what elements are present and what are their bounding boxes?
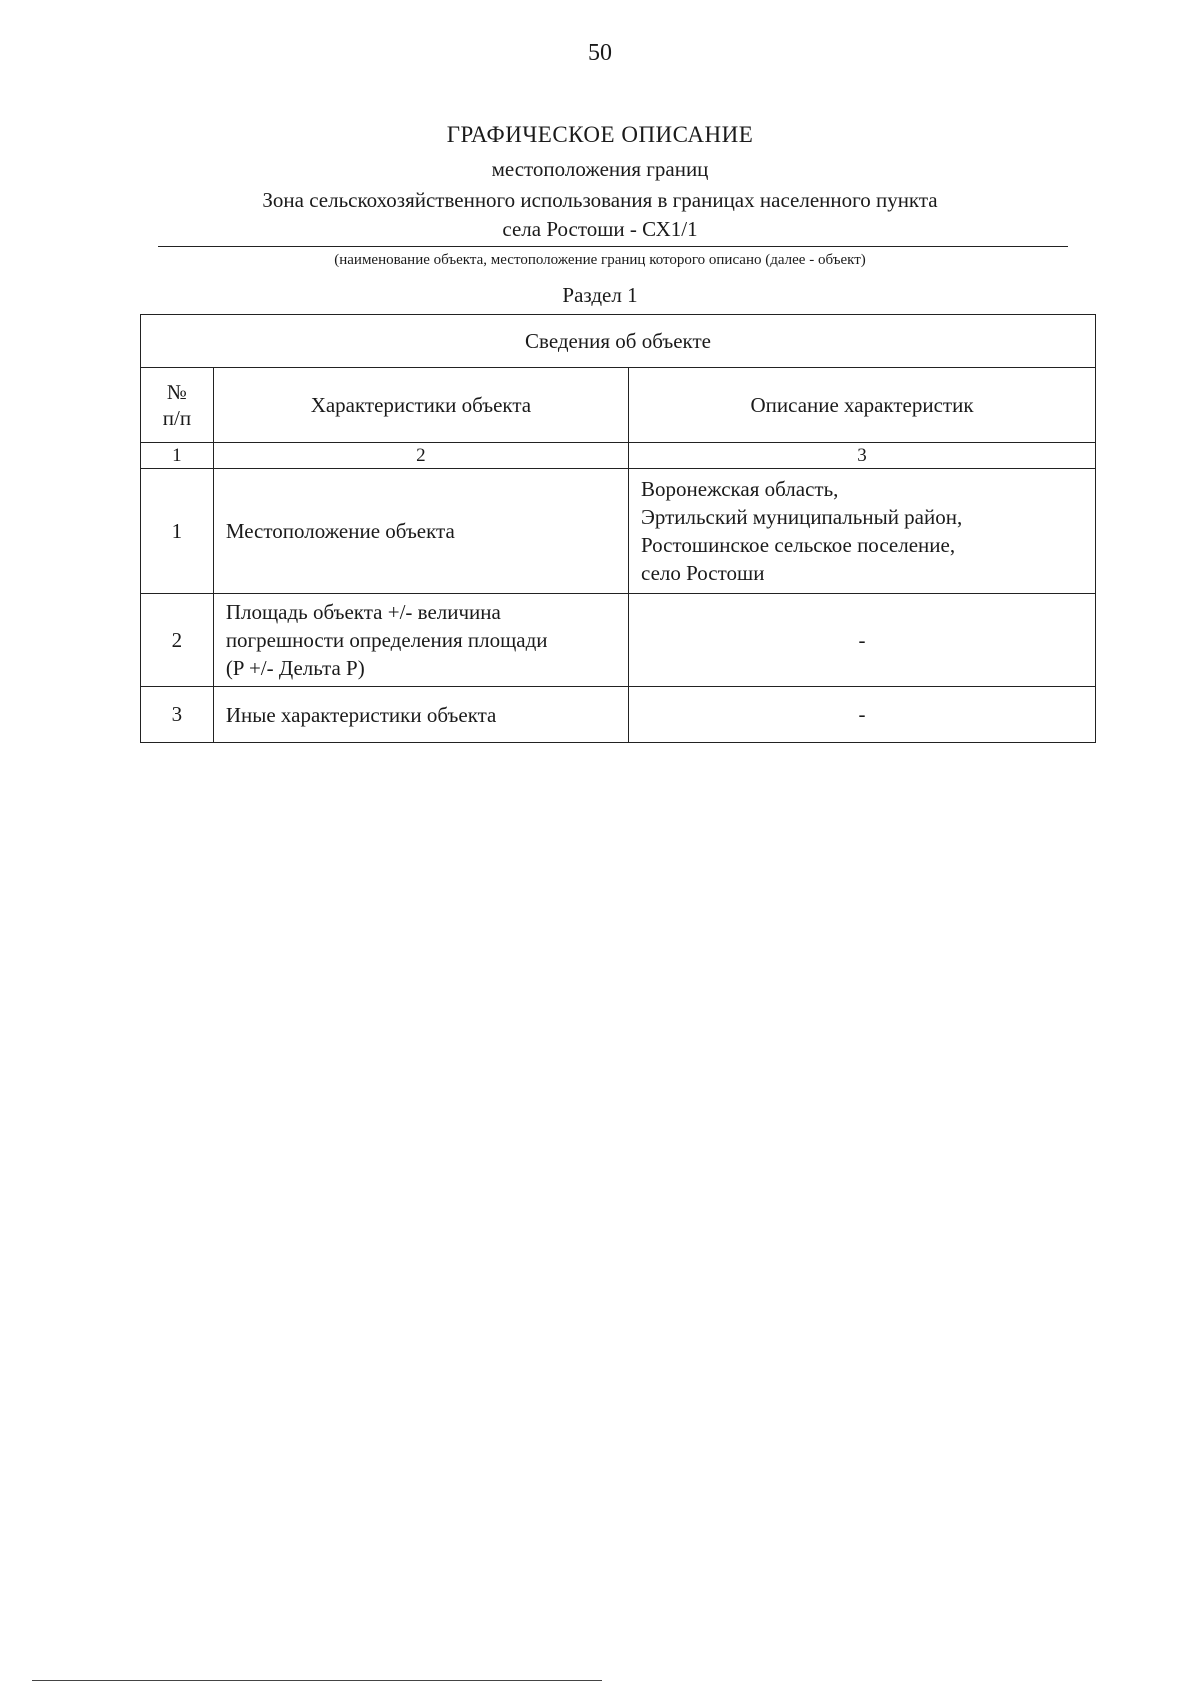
row-description <box>629 469 1096 594</box>
object-caption: (наименование объекта, местоположение границ которого описано (далее - объект) <box>334 252 866 268</box>
table-column-numbers-row <box>141 443 1096 469</box>
col-header-description: Описание характеристик <box>629 368 1096 443</box>
row-num: 2 <box>141 594 214 687</box>
subtitle-line-3: села Ростоши - СХ1/1 <box>502 217 698 241</box>
description-line: село Ростоши <box>641 561 765 585</box>
description-line: Воронежская область, <box>641 477 839 501</box>
object-info-table <box>140 314 1096 743</box>
row-characteristic-text: Местоположение объекта <box>225 519 455 543</box>
row-characteristic <box>213 469 628 594</box>
row-description: - <box>629 594 1096 687</box>
characteristic-line: погрешности определения площади <box>225 628 548 652</box>
table-header-row <box>141 368 1096 443</box>
table-caption-row <box>141 315 1096 368</box>
characteristic-line: (P +/- Дельта P) <box>225 656 365 680</box>
row-characteristic <box>213 594 628 687</box>
document-title: ГРАФИЧЕСКОЕ ОПИСАНИЕ <box>446 122 754 147</box>
col-header-num <box>141 368 214 443</box>
col-header-num-sign: № <box>166 380 187 404</box>
row-characteristic-text: Иные характеристики объекта <box>225 702 497 727</box>
table-row <box>141 594 1096 687</box>
table-caption: Сведения об объекте <box>141 315 1096 368</box>
table-row <box>141 469 1096 594</box>
characteristic-line: Площадь объекта +/- величина <box>225 600 501 624</box>
row-num: 1 <box>141 469 214 594</box>
page-number: 50 <box>588 40 612 66</box>
row-description: - <box>629 687 1096 743</box>
description-line: Ростошинское сельское поселение, <box>641 533 956 557</box>
subtitle-line-2: Зона сельскохозяйственного использования в границах населенного пункта <box>262 188 938 212</box>
description-line: Эртильский муниципальный район, <box>641 505 963 529</box>
row-num: 3 <box>141 687 214 743</box>
col-header-characteristics: Характеристики объекта <box>213 368 628 443</box>
col-number-2: 2 <box>213 443 628 469</box>
table-row <box>141 687 1096 743</box>
object-name-underline <box>158 246 1068 247</box>
bottom-scan-line <box>32 1680 602 1681</box>
row-characteristic <box>213 687 628 743</box>
subtitle-line-1: местоположения границ <box>491 157 709 181</box>
col-number-1: 1 <box>141 443 214 469</box>
section-label: Раздел 1 <box>562 283 638 307</box>
col-header-num-pp: п/п <box>162 406 192 430</box>
col-number-3: 3 <box>629 443 1096 469</box>
